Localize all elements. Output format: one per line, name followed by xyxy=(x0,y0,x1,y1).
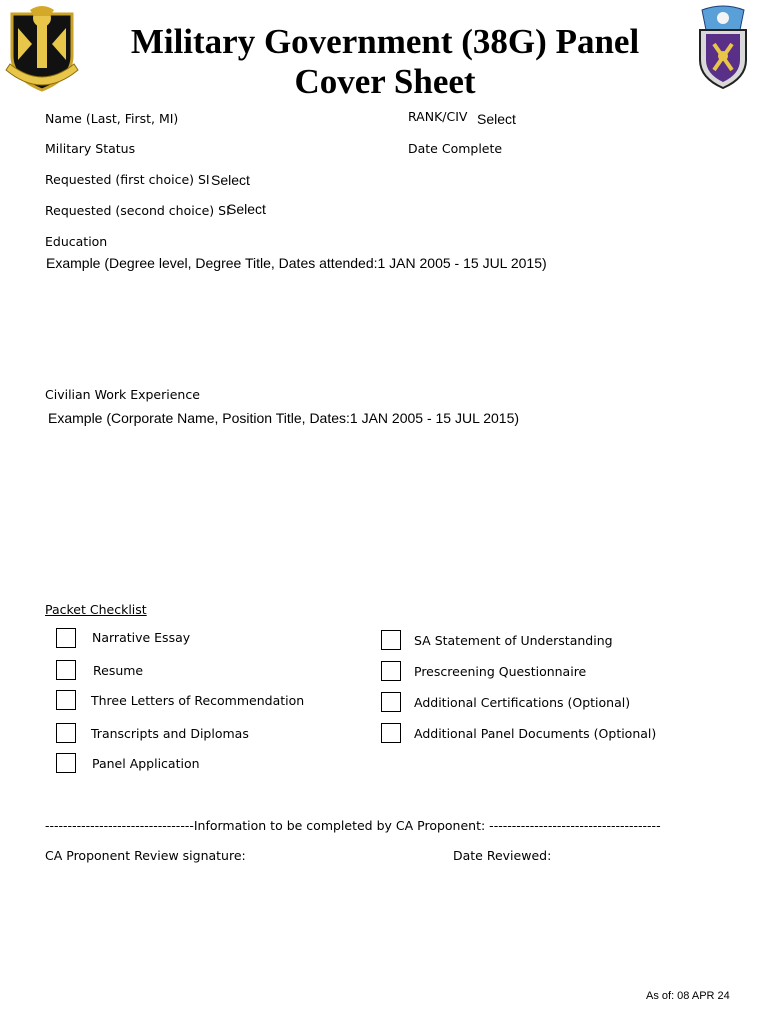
civil-affairs-crest-icon xyxy=(694,4,752,92)
checkbox-additional-panel-documents[interactable] xyxy=(381,723,401,743)
checklist-item-label: Narrative Essay xyxy=(92,630,191,645)
as-of-date: As of: 08 APR 24 xyxy=(646,990,730,1002)
checkbox-narrative-essay[interactable] xyxy=(56,628,76,648)
checklist-item-label: SA Statement of Understanding xyxy=(414,633,613,648)
checklist-item-label: Panel Application xyxy=(92,756,200,771)
page-title xyxy=(95,22,675,102)
military-status-label: Military Status xyxy=(45,141,136,156)
checkbox-letters-of-recommendation[interactable] xyxy=(56,690,76,710)
checkbox-transcripts-diplomas[interactable] xyxy=(56,723,76,743)
title-line-2: Cover Sheet xyxy=(294,62,476,101)
date-complete-label: Date Complete xyxy=(408,141,503,156)
rank-field-label: RANK/CIV xyxy=(408,109,468,124)
regimental-crest-icon xyxy=(4,4,80,94)
checklist-item-label: Prescreening Questionnaire xyxy=(414,664,587,679)
si-first-choice-select[interactable]: Select xyxy=(211,172,250,188)
proponent-divider: ---------------------------------Information to be completed by CA Proponent: -------------------------------------- xyxy=(45,818,661,833)
proponent-signature-label: CA Proponent Review signature: xyxy=(45,848,246,863)
checkbox-prescreening-questionnaire[interactable] xyxy=(381,661,401,681)
checklist-item-label: Additional Panel Documents (Optional) xyxy=(414,726,657,741)
education-label: Education xyxy=(45,234,108,249)
si-first-choice-label: Requested (first choice) SI xyxy=(45,172,210,187)
name-field-label: Name (Last, First, MI) xyxy=(45,111,179,126)
checkbox-panel-application[interactable] xyxy=(56,753,76,773)
checkbox-sa-statement[interactable] xyxy=(381,630,401,650)
civilian-experience-label: Civilian Work Experience xyxy=(45,387,200,402)
checklist-item-label: Transcripts and Diplomas xyxy=(91,726,249,741)
title-line-1: Military Government (38G) Panel xyxy=(130,22,640,61)
checkbox-resume[interactable] xyxy=(56,660,76,680)
date-reviewed-label: Date Reviewed: xyxy=(453,848,552,863)
rank-select[interactable]: Select xyxy=(477,111,516,127)
civilian-experience-field[interactable]: Example (Corporate Name, Position Title, Dates:1 JAN 2005 - 15 JUL 2015) xyxy=(48,410,520,426)
checkbox-additional-certifications[interactable] xyxy=(381,692,401,712)
education-field[interactable]: Example (Degree level, Degree Title, Dates attended:1 JAN 2005 - 15 JUL 2015) xyxy=(46,255,547,271)
packet-checklist-heading: Packet Checklist xyxy=(45,602,147,617)
checklist-item-label: Additional Certifications (Optional) xyxy=(414,695,631,710)
si-second-choice-label: Requested (second choice) SI xyxy=(45,203,230,218)
checklist-item-label: Resume xyxy=(93,663,144,678)
si-second-choice-select[interactable]: Select xyxy=(227,201,266,217)
checklist-item-label: Three Letters of Recommendation xyxy=(91,693,305,708)
